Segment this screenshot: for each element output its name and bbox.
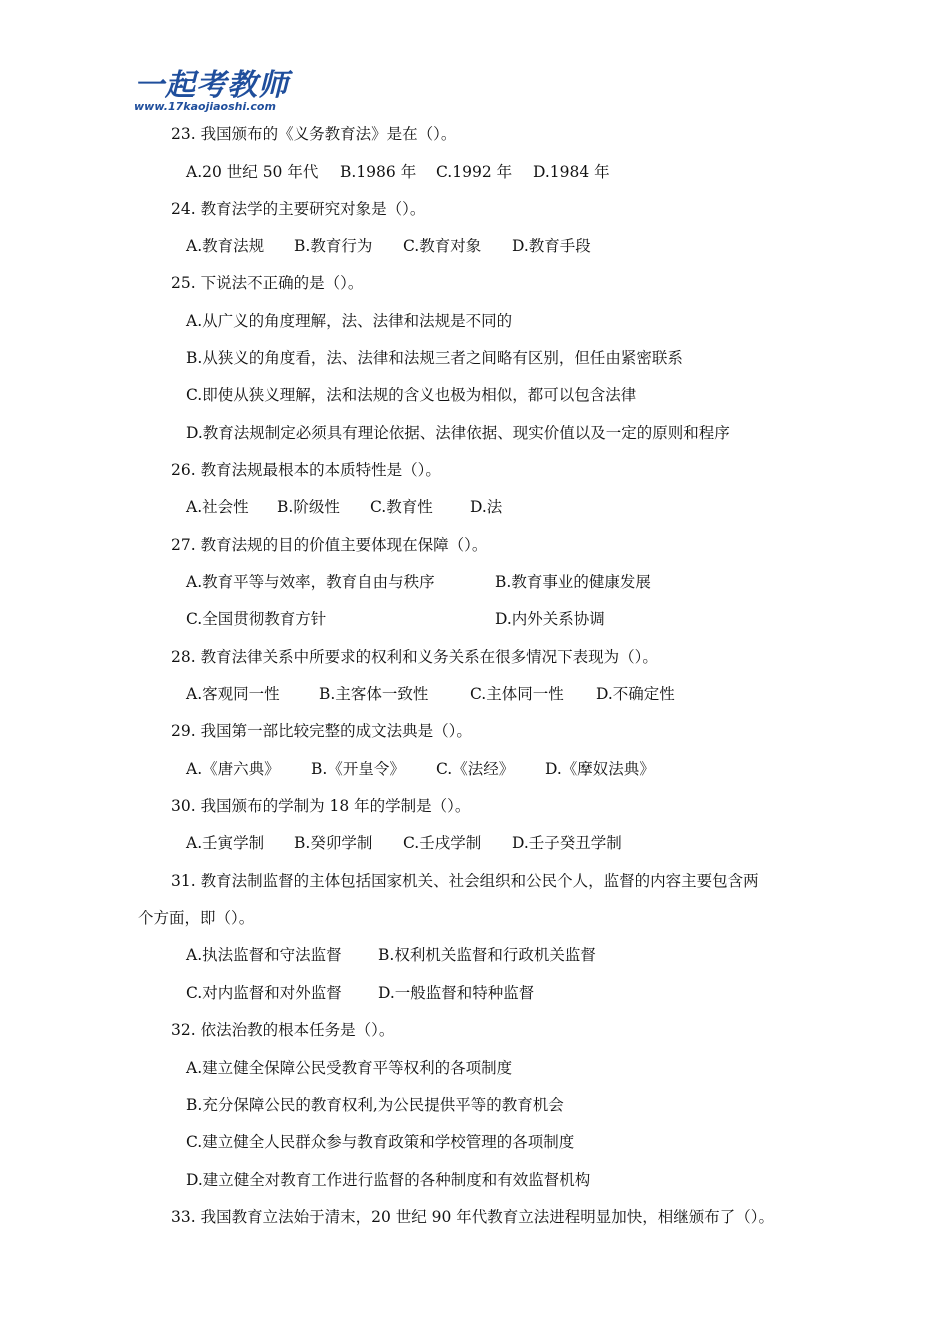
question-stem: 23. 我国颁布的《义务教育法》是在（）。 — [171, 125, 457, 143]
option: D.1984 年 — [533, 163, 610, 181]
option: A.壬寅学制 — [186, 834, 265, 852]
option: B.教育事业的健康发展 — [495, 573, 651, 591]
brand-logo — [134, 70, 304, 116]
question-stem: 28. 教育法律关系中所要求的权利和义务关系在很多情况下表现为（）。 — [171, 648, 658, 666]
question-stem: 24. 教育法学的主要研究对象是（）。 — [171, 200, 426, 218]
option: A.教育平等与效率，教育自由与秩序 — [186, 573, 435, 591]
question-stem: 30. 我国颁布的学制为 18 年的学制是（）。 — [171, 797, 471, 815]
option: C.即使从狭义理解，法和法规的含义也极为相似，都可以包含法律 — [186, 386, 637, 404]
question-stem: 29. 我国第一部比较完整的成文法典是（）。 — [171, 722, 472, 740]
option: C.全国贯彻教育方针 — [186, 610, 327, 628]
option: D.法 — [470, 498, 503, 516]
option: D.一般监督和特种监督 — [378, 984, 535, 1002]
question-stem: 27. 教育法规的目的价值主要体现在保障（）。 — [171, 536, 488, 554]
question-stem-continued: 个方面，即（）。 — [138, 909, 255, 927]
option: A.社会性 — [186, 498, 249, 516]
option: B.权利机关监督和行政机关监督 — [378, 946, 596, 964]
option: C.教育对象 — [403, 237, 482, 255]
option: D.不确定性 — [596, 685, 675, 703]
option: D.壬子癸丑学制 — [512, 834, 622, 852]
option: D.内外关系协调 — [495, 610, 605, 628]
option: C.《法经》 — [436, 760, 515, 778]
option: A.客观同一性 — [186, 685, 280, 703]
option: D.教育手段 — [512, 237, 591, 255]
option: C.对内监督和对外监督 — [186, 984, 342, 1002]
option: A.执法监督和守法监督 — [186, 946, 342, 964]
option: B.主客体一致性 — [319, 685, 429, 703]
question-stem: 32. 依法治教的根本任务是（）。 — [171, 1021, 395, 1039]
option: B.教育行为 — [294, 237, 373, 255]
option: B.《开皇令》 — [311, 760, 405, 778]
option: B.1986 年 — [340, 163, 417, 181]
option: C.主体同一性 — [470, 685, 564, 703]
option: B.癸卯学制 — [294, 834, 373, 852]
question-stem: 31. 教育法制监督的主体包括国家机关、社会组织和公民个人，监督的内容主要包含两 — [171, 872, 759, 890]
question-stem: 25. 下说法不正确的是（）。 — [171, 274, 364, 292]
option: C.1992 年 — [436, 163, 513, 181]
question-stem: 26. 教育法规最根本的本质特性是（）。 — [171, 461, 441, 479]
option: C.壬戌学制 — [403, 834, 482, 852]
option: B.阶级性 — [277, 498, 340, 516]
option: D.教育法规制定必须具有理论依据、法律依据、现实价值以及一定的原则和程序 — [186, 424, 730, 442]
option: D.建立健全对教育工作进行监督的各种制度和有效监督机构 — [186, 1171, 591, 1189]
question-stem: 33. 我国教育立法始于清末，20 世纪 90 年代教育立法进程明显加快，相继颁布了（）。 — [171, 1208, 775, 1226]
option: B.从狭义的角度看，法、法律和法规三者之间略有区别，但任由紧密联系 — [186, 349, 683, 367]
brand-logo-url: www.17kaojiaoshi.com — [134, 100, 276, 113]
option: A.《唐六典》 — [186, 760, 280, 778]
option: B.充分保障公民的教育权利,为公民提供平等的教育机会 — [186, 1096, 564, 1114]
option: C.建立健全人民群众参与教育政策和学校管理的各项制度 — [186, 1133, 575, 1151]
option: A.从广义的角度理解，法、法律和法规是不同的 — [186, 312, 513, 330]
option: A.建立健全保障公民受教育平等权利的各项制度 — [186, 1059, 513, 1077]
brand-logo-name: 一起考教师 — [134, 68, 289, 103]
option: D.《摩奴法典》 — [545, 760, 655, 778]
option: A.教育法规 — [186, 237, 265, 255]
option: C.教育性 — [370, 498, 433, 516]
option: A.20 世纪 50 年代 — [186, 163, 319, 181]
